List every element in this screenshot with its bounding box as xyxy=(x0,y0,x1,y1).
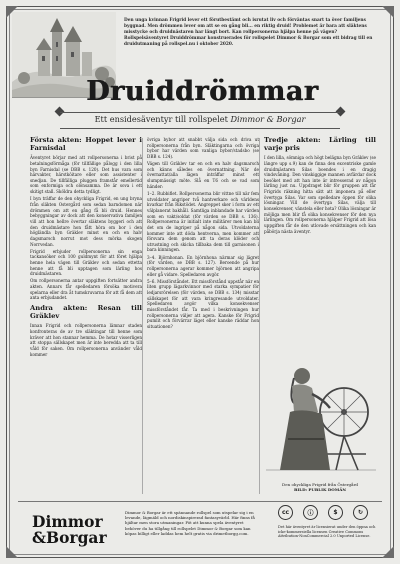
column-divider xyxy=(259,138,260,494)
paragraph: 3–4. Björnhonan. En björnhona närmar sig lägret (för värden, se DBB s. 127). Beroende på hur rollpersonerna agerar kommer björnen att angripa eller gå vidare. Spelledaren avgör. xyxy=(147,254,259,277)
logo-line-2: &Borgar xyxy=(32,528,107,547)
intro-paragraph: Den unga kvinnan Frigrid lever ett förutbestämt och isrutat liv och förväntas snart ta över familjens byggnad. Men drömmen lever om att se en gång bli... en riktig druid! Problemet är bara att släktens misstycke och druidnästaren har längt bort. Kan rollpersonerna hjälpa henne på vägen? Rollspelsäventyret Druiddrömmar konstruerades för rollspelet Dimmor & Borgar som ett bidrag till en druidutmaning på rollspel.nu i oktober 2020. xyxy=(124,18,373,47)
paragraph: 5–6. Missförståndet. Ett missförstånd uppstår när en liten grupp lägarkvinnor med starka sympatier för ledjarsrörelsen (för värden, se DBB s. 134) misstar sällskapet för att vara kringresande utvoldater. Spelledaren avgör vilka konsekvenser missförståndet får. Ta med i beskrivningen hur rollpersonerna väljer att agera. Kanske för Frigrid pumlit och förvärrar läget eller kanske räddar hon situationen? xyxy=(147,278,259,329)
paragraph: Om rollpersonerna antar uppgiften fortsätter andra akten. Annars får spelledaren försöka motivera spelarna eller dra åt tumskruvarna för att få dem att anta erbjudandet. xyxy=(30,278,142,301)
paragraph: övriga bybor att snabbt välja sida och driva ut rollpersonerna från byn. Släktingarna och övriga bybor har värden som vanliga bybor/stadsbo (se DBB s. 124). xyxy=(147,137,259,159)
license-icons xyxy=(278,505,368,521)
act-1-heading: Första akten: Hoppet lever i Farnisdal xyxy=(30,136,142,152)
woman-illustration xyxy=(266,342,376,482)
caption-text: Den ohyckliga Frigrid från Östergård xyxy=(282,482,358,487)
footer-description: Dimmor & Borgar är ett spännande rollspel som utspelar sig i en levande, lägmäld och nordiskinspirerad fantasyvärld. Här finns få hjältar men stora utmaningar. Föt att kunna spela äventyret behöver du ha tillgång till rollspelet Dimmor & Borgar som kan köpas billigt eller laddas hem helt gratis via drimetborgg.com. xyxy=(125,510,255,536)
act-2-heading: Andra akten: Resan till Gräklev xyxy=(30,304,142,320)
title-rule-top xyxy=(60,112,340,113)
footer-divider xyxy=(18,501,382,502)
intro-text xyxy=(124,18,382,49)
paragraph: Vägen till Gräklev tar en och en halv dagsmarsch och känns således en övernattning. När de övernattat/alla lägen inträffar minst ett slumpmässigt möte. Slå en T6 och se vad som händer: xyxy=(147,161,259,189)
noncommercial-icon: $ xyxy=(328,505,343,520)
title-rule-bottom xyxy=(60,128,340,129)
page-title: Druiddrömmar xyxy=(86,76,319,107)
column-1 xyxy=(30,137,142,359)
paragraph: 1–2. Rubbiflet. Rollpersonerna blir vittne till när fem utvoldater angriper två hantverkare och världens kvarkar från Rikstödet. Angreppet sker i form av ett välplanerat bakhåll. Samtliga inblandade har värden som en vakt/soldat (för värden se DBB s. 136). Rollpersonerna är initialt inte militärer men kan bli det om de ingriper på någon sida. Utvoldaterna kommer inte att döda hentverna, men kommer att försvara dem genom att ta deras klöder och utrustning och skicka tillbaka dem till garnisonen i bara kinningen. xyxy=(147,190,259,253)
paragraph: Äventyret börjar med att rollpersonerna i brist på betalningsförmåga (för tillfällige pålogg i den lilla byn Farnisdal (se DBB s. 120). Det hus vara som härvakter, härstköitare eller som assistenter i snedjan. De tillfälliga pluggen framstår emellertid som enformiga och olönsamma. De är sova i ett skitigt stall. Sköldra detta tydligt. xyxy=(30,155,142,195)
page-subtitle xyxy=(60,114,340,124)
dimmor-borgar-logo xyxy=(32,512,107,547)
subtitle-game: Dimmor & Borgar xyxy=(230,114,306,124)
column-divider xyxy=(142,138,143,494)
paragraph: Innan Frigrid och rollpersonerna lämnar staden konfronteras de av tre släktingar till henne som kräver att hon stannar hemma. De hotar visserligen att stoppa sällskapet men är inte beredda att ta till våld för saken. Om rollpersonerna använder våld kommer xyxy=(30,323,142,357)
subtitle-prefix: Ett ensidesäventyr till rollspelet xyxy=(94,114,231,124)
corner-ornament xyxy=(382,6,394,18)
column-2 xyxy=(147,137,259,331)
paragraph: I byn träffar de den ohyckliga Frigrid, en ung bryna från släkten Ostergård som sedan barndomen när drömmen om att en gång få bli druid. Hennes bebyggningar av dock att den konservativa familjen vill att hon hellre övertar släktens byggeri och att den druidmästare hon fått höra om bor i den högländla byn Gräklev minst en och en halv dagsmarsch norrut mot dess mörka skogen Norrvedan. xyxy=(30,196,142,247)
column-3 xyxy=(264,137,376,236)
sharealike-icon: ↻ xyxy=(353,505,368,520)
paragraph: Frigrid erbjuder rollpersonerna sin enga tackansöker och 100 guldmynt för att föret hjälpa henne hela vägen till Gräklev och sedan ettetta henne att få bli upptagen som lärling hos druidmästaren. xyxy=(30,248,142,277)
license-text: Det här äventyret är licensierat under den öppna och icke-kommersiella licensen Creative Commons Attribution-NonCommercial 2.0 Unported License. xyxy=(278,525,376,539)
corner-ornament xyxy=(382,546,394,558)
caption-credit: BILD: PUBLIK DOMÄN xyxy=(294,487,346,493)
cc-icon: cc xyxy=(278,505,293,520)
corner-ornament xyxy=(6,546,18,558)
paragraph: I den lilla, sömniga och högt belägna byn Gräklev (se längre upp s.9) kan de finna den excentriske gamle druidmästaren Silas boendes i en dragig vindsvåning. Den vinskiggige mannen avfärdar dock besöket med att han inte är intresserad av någon lärling just nu. Uppdraget blir för gruppen att får Frigrids räkning hitta sätt att imponera på eller övertyga Silas. Var som spelledare öppen för olika lösningar. Vill de övertyga Silas, välja till konsekvenser, vänstela eller hota? Olika lösningar är möjliga men blir få olika konsekvenser för den nya lärlingen. Om rollpersonerna hjälper Frigrid att lösa uppgiften får de den utlovade ersättningen och kan påbörja nästa äventyr. xyxy=(264,155,376,234)
act-3-heading: Tredje akten: Lärling till varje pris xyxy=(264,136,376,152)
image-caption xyxy=(264,482,376,493)
logo-line-1: Dimmor xyxy=(32,512,103,531)
attribution-icon: ⓘ xyxy=(303,505,318,520)
